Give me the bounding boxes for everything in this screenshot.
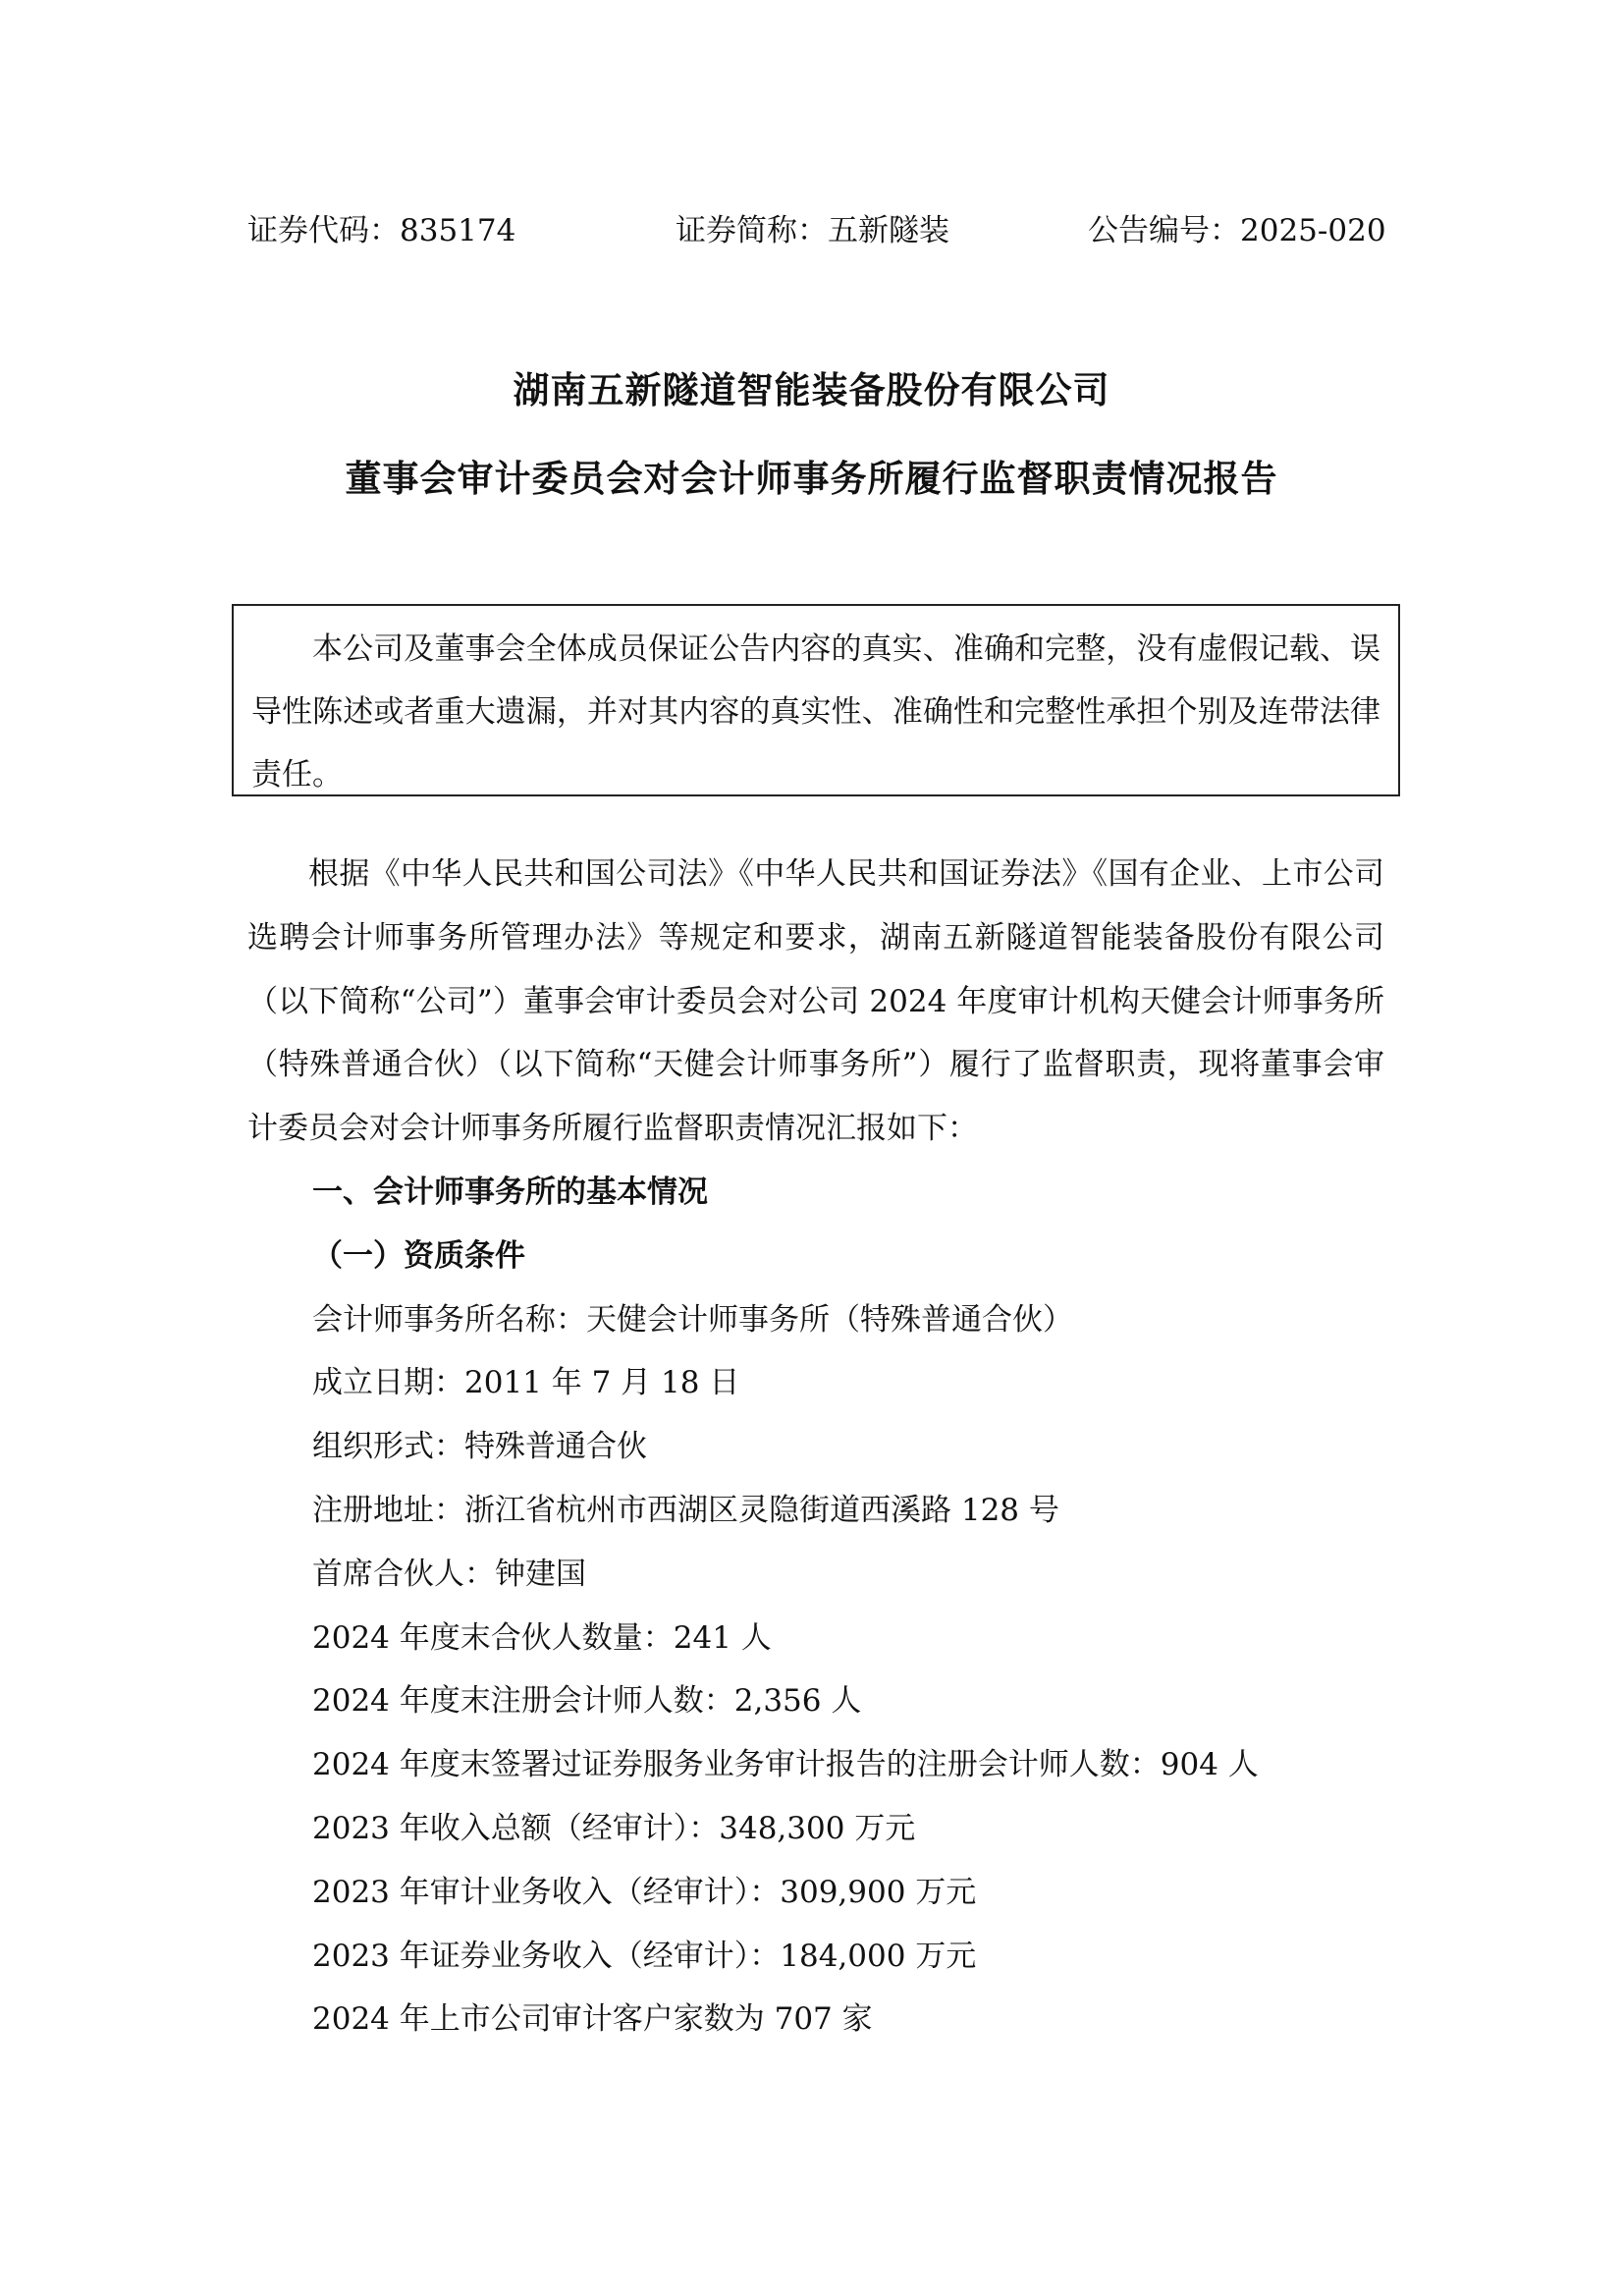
company-title: 湖南五新隧道智能装备股份有限公司 <box>513 369 1110 411</box>
security-short-name: 证券简称：五新隧装 <box>676 213 949 248</box>
announcement-number: 公告编号：2025-020 <box>1088 213 1386 248</box>
disclaimer-box <box>232 604 1400 796</box>
list-item: 组织形式：特殊普通合伙 <box>312 1429 647 1465</box>
section-heading: 一、会计师事务所的基本情况 <box>312 1174 708 1210</box>
list-item: 2023 年证券业务收入（经审计）：184,000 万元 <box>312 1938 977 1974</box>
report-body <box>247 843 1384 2051</box>
subsection-heading: （一）资质条件 <box>312 1237 525 1274</box>
list-item: 注册地址：浙江省杭州市西湖区灵隐街道西溪路 128 号 <box>312 1492 1059 1528</box>
list-item: 2023 年审计业务收入（经审计）：309,900 万元 <box>312 1874 977 1910</box>
list-item: 2023 年收入总额（经审计）：348,300 万元 <box>312 1810 916 1846</box>
list-item: 成立日期：2011 年 7 月 18 日 <box>312 1365 740 1401</box>
list-item: 2024 年度末签署过证券服务业务审计报告的注册会计师人数：904 人 <box>312 1747 1259 1783</box>
list-item: 2024 年上市公司审计客户家数为 707 家 <box>312 2001 873 2038</box>
disclaimer-text: 本公司及董事会全体成员保证公告内容的真实、准确和完整，没有虚假记载、误导性陈述或者重大遗漏，并对其内容的真实性、准确性和完整性承担个别及连带法律责任。 <box>251 631 1380 793</box>
list-item: 2024 年度末合伙人数量：241 人 <box>312 1619 772 1656</box>
list-item: 会计师事务所名称：天健会计师事务所（特殊普通合伙） <box>312 1301 1073 1338</box>
announcement-header <box>0 206 1623 255</box>
intro-paragraph: 根据《中华人民共和国公司法》《中华人民共和国证券法》《国有企业、上市公司选聘会计师事务所管理办法》等规定和要求，湖南五新隧道智能装备股份有限公司（以下简称“公司”）董事会审计委员会对公司 2024 年度审计机构天健会计师事务所（特殊普通合伙）（以下简称“天健会计师事务所”）履行了监督职责，现将董事会审计委员会对会计师事务所履行监督职责情况汇报如下： <box>247 856 1384 1147</box>
list-item: 2024 年度末注册会计师人数：2,356 人 <box>312 1683 862 1720</box>
security-code: 证券代码：835174 <box>247 213 516 248</box>
list-item: 首席合伙人：钟建国 <box>312 1556 586 1592</box>
report-title: 董事会审计委员会对会计师事务所履行监督职责情况报告 <box>345 458 1278 500</box>
